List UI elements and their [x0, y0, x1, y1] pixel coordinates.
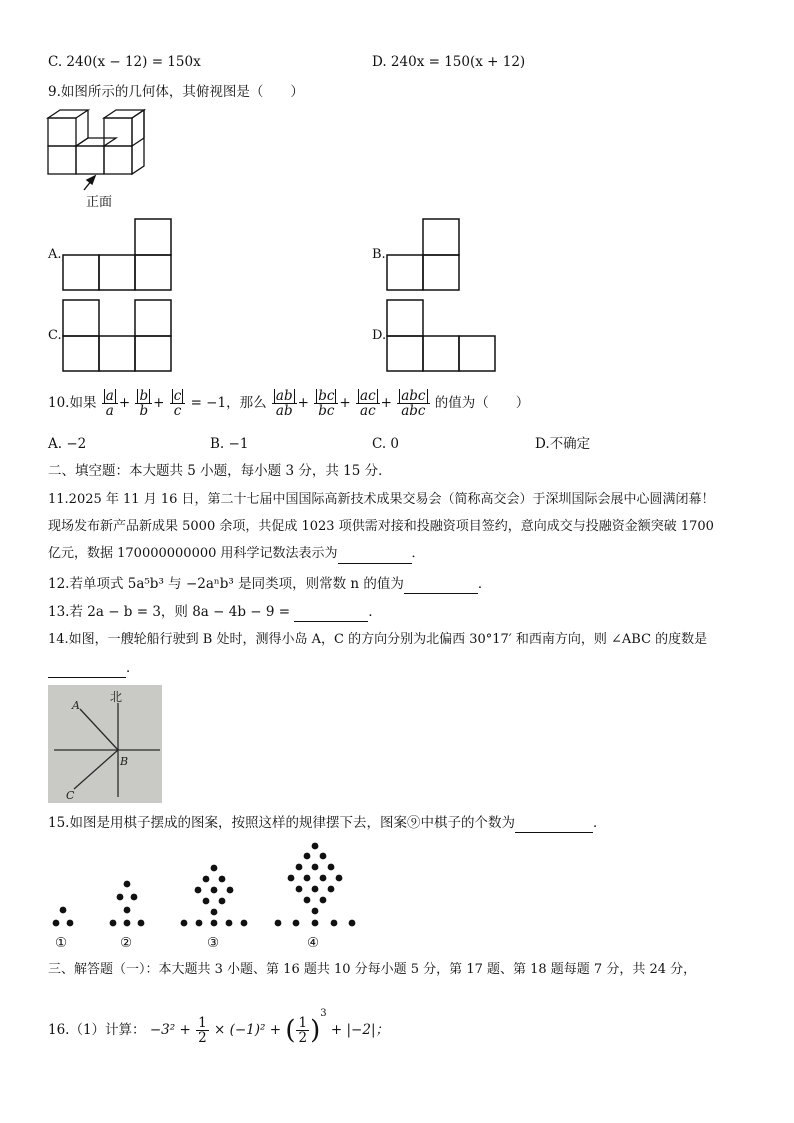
q9-option-c-label: C. [48, 328, 62, 343]
q12-text: 12.若单项式 5a⁵b³ 与 −2aⁿb³ 是同类项，则常数 n 的值为 [48, 576, 404, 592]
q15-dot [203, 898, 210, 905]
q15-dot [328, 864, 335, 871]
q8-option-c: C. 240(x − 12) = 150x [48, 54, 201, 70]
q15-dot [203, 876, 210, 883]
q15-dot [211, 887, 218, 894]
q16-prefix: 16.（1）计算： [48, 1022, 146, 1038]
q11-line3-text: 亿元，数据 170000000000 用科学记数法表示为 [48, 546, 338, 561]
q15-dot [211, 909, 218, 916]
q14-label-b: B [120, 755, 129, 768]
q16-expr-start: −3² + [149, 1022, 191, 1038]
q9-option-a-label: A. [48, 247, 62, 262]
q15-dot [320, 875, 327, 882]
q9-option-b-label: B. [372, 247, 386, 262]
q16-frac-num: 1 [198, 1015, 207, 1031]
q15-dot [312, 843, 319, 850]
q15-dot [296, 886, 303, 893]
q10-equals: = −1，那么 [190, 395, 267, 411]
q9-stem: 9.如图所示的几何体，其俯视图是（ ） [48, 84, 304, 100]
q15-dot [312, 864, 319, 871]
q11-answer-blank[interactable] [338, 549, 412, 564]
q9-option-c-figure [62, 299, 172, 373]
q15-dot [304, 875, 311, 882]
q16-paren-den: 2 [298, 1030, 308, 1046]
q11-line3 [48, 544, 425, 564]
q9-option-b-figure [386, 218, 462, 292]
q15-dot [53, 920, 60, 927]
q15-dot [293, 920, 300, 927]
q15-dot [320, 853, 327, 860]
q10-option-d: D.不确定 [535, 436, 591, 452]
q15-pattern-label-1: ① [55, 935, 68, 951]
q15-dot [241, 920, 248, 927]
q14-label-c: C [66, 789, 75, 802]
q15-patterns [44, 836, 374, 932]
q16-line: 16.（1）计算： −3² + $\frac{1}{2}$ × (−1)² + ( $\frac{1}{2}$ )$^3$ + |−2|； [48, 1008, 390, 1046]
q12-answer-blank[interactable] [404, 579, 478, 594]
q15-dot [336, 875, 343, 882]
q10-suffix: 的值为（ ） [434, 395, 530, 411]
q16-paren-frac [296, 1016, 309, 1045]
q13-end: ． [368, 604, 382, 620]
q15-dot [117, 894, 124, 901]
q15-dot [124, 907, 131, 914]
q15-dot [219, 898, 226, 905]
q10-frac-c: $\frac{c}{c}$ [170, 389, 186, 418]
q16-paren-num: 1 [298, 1015, 308, 1031]
q15-dot [275, 920, 282, 927]
q10-option-b: B. −1 [210, 436, 249, 452]
q9-option-d-figure [386, 299, 498, 373]
q10-frac-bc: $\frac{bc}{bc}$ [314, 389, 338, 418]
q15-dot [211, 920, 218, 927]
q16-expr-mid: × (−1)² + [213, 1022, 282, 1038]
q10-frac-ab: $\frac{ab}{ab}$ [272, 389, 297, 418]
q15-dot [124, 881, 131, 888]
q10-frac-b: $\frac{b}{b}$ [135, 389, 152, 418]
q14-label-a: A [72, 699, 80, 712]
q9-option-a-figure [62, 218, 172, 292]
q15-dot [320, 897, 327, 904]
q15-dot [110, 920, 117, 927]
q15-dot [331, 920, 338, 927]
q15-pattern-label-4: ④ [307, 935, 320, 951]
q14-answer-blank[interactable] [48, 663, 126, 678]
q15-pattern-label-3: ③ [207, 935, 220, 951]
q14-line2 [48, 658, 140, 678]
q15-end: ． [592, 815, 607, 831]
q15-dot [226, 920, 233, 927]
q14-end: ． [126, 660, 140, 676]
q16-frac-half [196, 1016, 209, 1045]
q8-option-d: D. 240x = 150(x + 12) [372, 54, 526, 70]
q15-dot [304, 897, 311, 904]
section2-heading: 二、填空题：本大题共 5 小题，每小题 3 分，共 15 分． [48, 463, 392, 479]
q11-line1: 11.2025 年 11 月 16 日，第二十七届中国国际高新技术成果交易会（简称高交会）于深圳国际会展中心圆满闭幕！ [48, 492, 715, 507]
q15-dot [131, 894, 138, 901]
q15-dot [196, 920, 203, 927]
q13-line [48, 602, 382, 622]
q15-text: 15.如图是用棋子摆成的图案，按照这样的规律摆下去，图案⑨中棋子的个数为 [48, 815, 515, 831]
q9-front-label: 正面 [86, 195, 113, 210]
section3-heading: 三、解答题（一）：本大题共 3 小题、第 16 题共 10 分每小题 5 分，第 17 题、第 18 题每题 7 分，共 24 分， [48, 962, 697, 977]
q15-dot [312, 908, 319, 915]
q14-line1: 14.如图，一艘轮船行驶到 B 处时，测得小岛 A，C 的方向分别为北偏西 30°17′ 和西南方向，则 ∠ABC 的度数是 [48, 632, 708, 647]
q15-dot [288, 875, 295, 882]
q15-dot [312, 920, 319, 927]
q15-line [48, 813, 606, 833]
q15-dot [138, 920, 145, 927]
q15-dot [181, 920, 188, 927]
q15-dot [195, 887, 202, 894]
q15-dot [124, 920, 131, 927]
q10-stem: 10.如果 $\frac{a}{a}$ + $\frac{b}{b}$ + $\frac{c}{c}$ = −1，那么 $\frac{ab}{ab}$ + $\frac{bc}{bc}$ + $\frac{ac}{ac}$ + $\frac{\text{abc}}{\text{abc}}$ 的值为（ ） [48, 388, 530, 419]
q15-dot [312, 886, 319, 893]
q10-option-c: C. 0 [372, 436, 400, 452]
q15-pattern-label-2: ② [120, 935, 133, 951]
q10-prefix: 10.如果 [48, 395, 97, 411]
q16-power: 3 [320, 1008, 327, 1019]
q10-frac-ac: $\frac{ac}{ac}$ [356, 389, 380, 418]
q13-answer-blank[interactable] [294, 607, 368, 622]
q10-option-a: A. −2 [48, 436, 87, 452]
q9-option-d-label: D. [372, 328, 387, 343]
q15-dot [211, 865, 218, 872]
q10-frac-a: $\frac{a}{a}$ [102, 389, 118, 418]
q15-dot [227, 887, 234, 894]
q15-dot [67, 920, 74, 927]
q11-end: ． [411, 546, 425, 561]
q14-label-north: 北 [110, 690, 123, 704]
q15-dot [219, 876, 226, 883]
q12-end: ． [477, 576, 492, 592]
q15-dot [60, 907, 67, 914]
q15-dot [296, 864, 303, 871]
q13-text: 13.若 2a − b = 3，则 8a − 4b − 9 = [48, 604, 291, 620]
q15-dot [349, 920, 356, 927]
q16-frac-den: 2 [198, 1030, 207, 1046]
q15-dot [328, 886, 335, 893]
q9-solid-figure [40, 104, 170, 194]
q15-answer-blank[interactable] [515, 818, 593, 833]
q14-compass-figure [48, 685, 162, 803]
q16-expr-end: + |−2|； [330, 1022, 390, 1038]
q15-dot [304, 853, 311, 860]
q11-line2: 现场发布新产品新成果 5000 余项，共促成 1023 项供需对接和投融资项目签约，意向成交与投融资金额突破 1700 [48, 519, 714, 534]
q10-frac-abc: $\frac{\text{abc}}{\text{abc}}$ [397, 389, 429, 418]
q12-line [48, 574, 491, 594]
